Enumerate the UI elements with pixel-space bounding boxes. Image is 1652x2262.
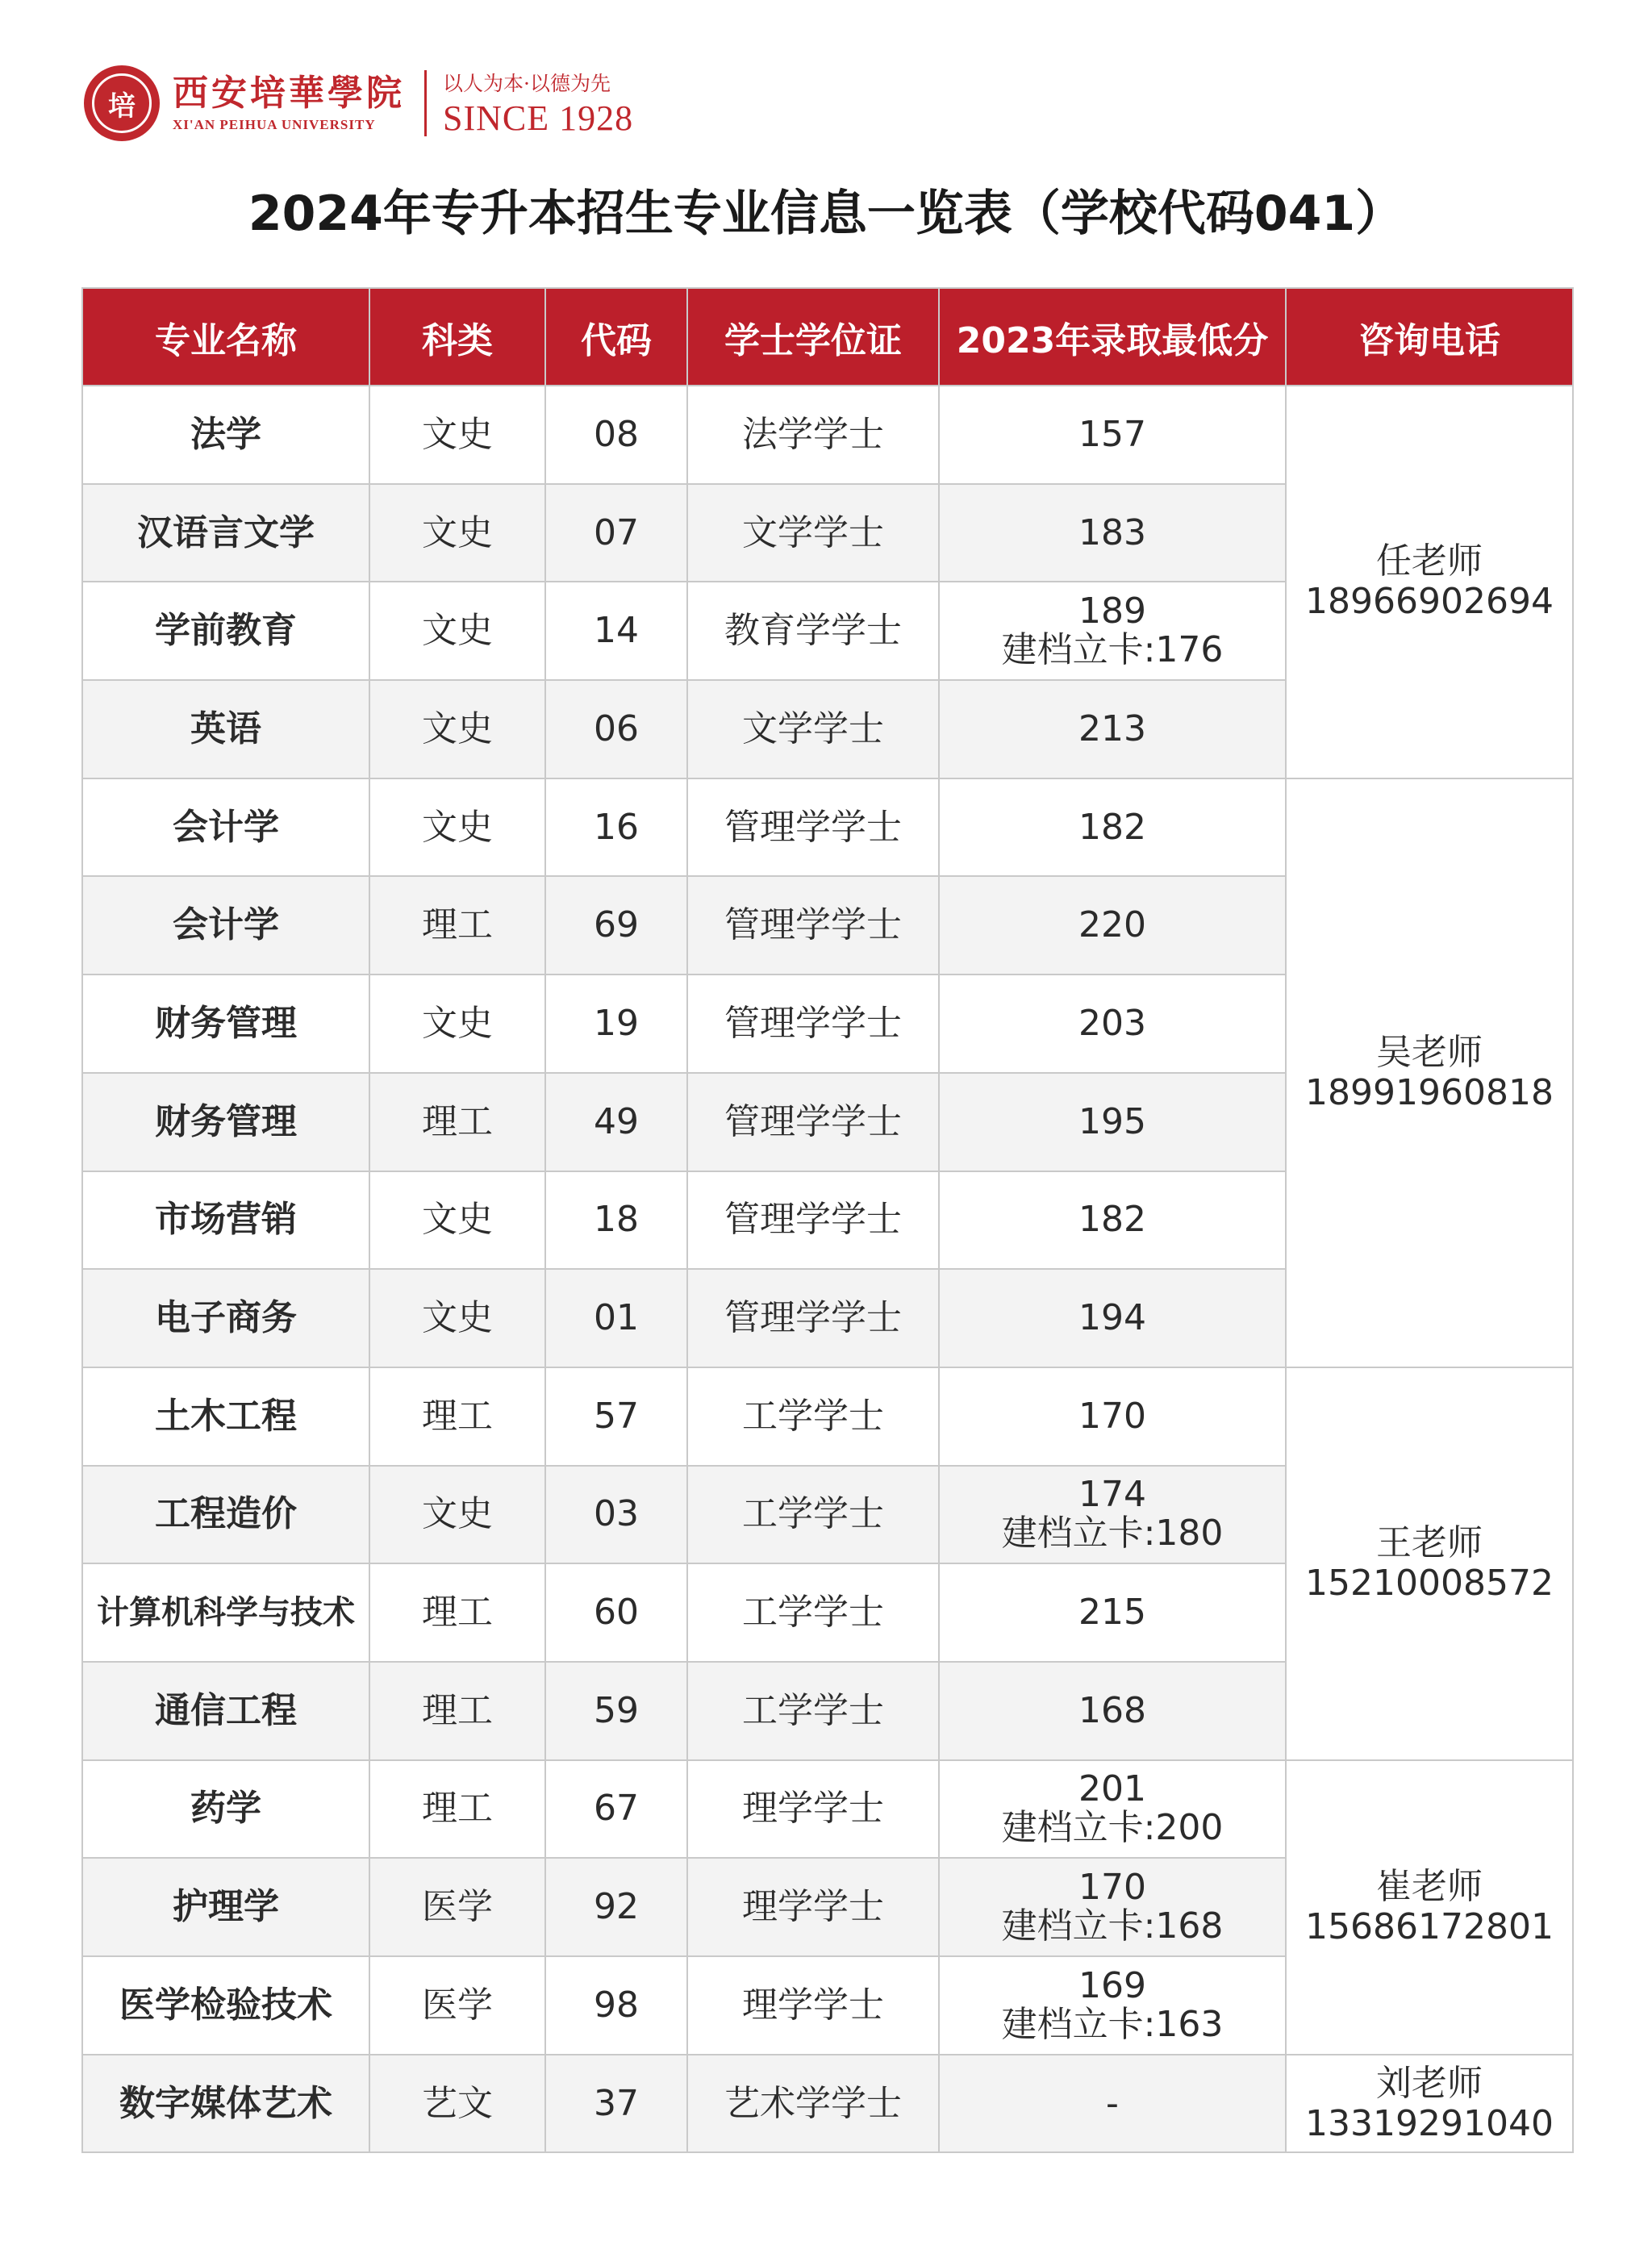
- school-motto: 以人为本·以德为先: [443, 72, 611, 95]
- contact-cell: [1286, 386, 1573, 778]
- category-cell: 文史: [369, 386, 545, 484]
- code-cell: 37: [545, 2055, 687, 2153]
- degree-cell: 工学学士: [687, 1563, 939, 1662]
- major-name-cell: 英语: [82, 680, 369, 778]
- min-score-value: 194: [1078, 1297, 1146, 1339]
- code-cell: 98: [545, 1956, 687, 2055]
- contact-phone[interactable]: 15210008572: [1305, 1563, 1554, 1605]
- major-name-cell: 财务管理: [82, 974, 369, 1073]
- min-score-cell: [939, 1367, 1286, 1466]
- code-cell: 06: [545, 680, 687, 778]
- major-name-cell: 医学检验技术: [82, 1956, 369, 2055]
- column-header-contact: 咨询电话: [1286, 288, 1573, 386]
- category-cell: 文史: [369, 680, 545, 778]
- min-score-value: 182: [1078, 1199, 1146, 1241]
- header-divider: [424, 70, 427, 136]
- code-cell: 18: [545, 1171, 687, 1270]
- min-score-value: 170: [1078, 1395, 1146, 1437]
- school-seal-icon: [84, 65, 160, 141]
- contact-cell: [1286, 2055, 1573, 2153]
- category-cell: 文史: [369, 974, 545, 1073]
- degree-cell: 工学学士: [687, 1367, 939, 1466]
- min-score-cell: [939, 386, 1286, 484]
- category-cell: 理工: [369, 1073, 545, 1171]
- contact-teacher: 吴老师: [1376, 1031, 1483, 1073]
- category-cell: 文史: [369, 1269, 545, 1367]
- category-cell: 艺文: [369, 2055, 545, 2153]
- major-name-cell: 工程造价: [82, 1466, 369, 1564]
- category-cell: 理工: [369, 1563, 545, 1662]
- major-name-cell: 会计学: [82, 778, 369, 877]
- code-cell: 67: [545, 1760, 687, 1859]
- min-score-value: 170: [1078, 1867, 1146, 1909]
- degree-cell: 理学学士: [687, 1760, 939, 1859]
- code-cell: 49: [545, 1073, 687, 1171]
- contact-phone[interactable]: 15686172801: [1305, 1906, 1554, 1948]
- degree-cell: 理学学士: [687, 1956, 939, 2055]
- degree-cell: 管理学学士: [687, 1269, 939, 1367]
- category-cell: 医学: [369, 1956, 545, 2055]
- table-row: [82, 386, 1573, 484]
- category-cell: 医学: [369, 1858, 545, 1956]
- min-score-note: 建档立卡:180: [1001, 1513, 1224, 1555]
- min-score-note: 建档立卡:163: [1001, 2003, 1224, 2045]
- degree-cell: 工学学士: [687, 1662, 939, 1760]
- min-score-cell: [939, 1956, 1286, 2055]
- degree-cell: 管理学学士: [687, 974, 939, 1073]
- major-name-cell: 计算机科学与技术: [82, 1563, 369, 1662]
- major-name-cell: 药学: [82, 1760, 369, 1859]
- category-cell: 理工: [369, 1760, 545, 1859]
- major-name-cell: 土木工程: [82, 1367, 369, 1466]
- table-header-row: [82, 288, 1573, 386]
- code-cell: 69: [545, 876, 687, 974]
- min-score-cell: [939, 680, 1286, 778]
- contact-phone[interactable]: 18966902694: [1305, 581, 1554, 623]
- min-score-cell: [939, 1662, 1286, 1760]
- major-name-cell: 电子商务: [82, 1269, 369, 1367]
- category-cell: 文史: [369, 1466, 545, 1564]
- motto-block: [443, 69, 633, 138]
- category-cell: 文史: [369, 582, 545, 680]
- contact-teacher: 崔老师: [1376, 1866, 1483, 1908]
- major-name-cell: 汉语言文学: [82, 484, 369, 582]
- min-score-value: -: [1106, 2082, 1119, 2124]
- category-cell: 文史: [369, 1171, 545, 1270]
- category-cell: 理工: [369, 876, 545, 974]
- table-row: [82, 1367, 1573, 1466]
- category-cell: 文史: [369, 484, 545, 582]
- contact-cell: [1286, 778, 1573, 1367]
- min-score-value: 183: [1078, 511, 1146, 553]
- since-year: SINCE 1928: [443, 98, 634, 138]
- code-cell: 57: [545, 1367, 687, 1466]
- min-score-cell: [939, 2055, 1286, 2153]
- code-cell: 60: [545, 1563, 687, 1662]
- min-score-note: 建档立卡:168: [1001, 1905, 1224, 1947]
- table-row: [82, 2055, 1573, 2153]
- min-score-value: 182: [1078, 806, 1146, 848]
- column-header-major: 专业名称: [82, 288, 369, 386]
- major-name-cell: 会计学: [82, 876, 369, 974]
- min-score-value: 203: [1078, 1002, 1146, 1044]
- degree-cell: 管理学学士: [687, 1171, 939, 1270]
- contact-phone[interactable]: 13319291040: [1305, 2102, 1554, 2144]
- degree-cell: 文学学士: [687, 680, 939, 778]
- category-cell: 理工: [369, 1367, 545, 1466]
- min-score-cell: [939, 1466, 1286, 1564]
- min-score-value: 174: [1078, 1474, 1146, 1516]
- min-score-value: 157: [1078, 413, 1146, 455]
- min-score-cell: [939, 582, 1286, 680]
- min-score-cell: [939, 1563, 1286, 1662]
- min-score-cell: [939, 1760, 1286, 1859]
- min-score-cell: [939, 876, 1286, 974]
- code-cell: 59: [545, 1662, 687, 1760]
- code-cell: 08: [545, 386, 687, 484]
- min-score-value: 220: [1078, 904, 1146, 946]
- major-name-cell: 护理学: [82, 1858, 369, 1956]
- major-name-cell: 数字媒体艺术: [82, 2055, 369, 2153]
- column-header-category: 科类: [369, 288, 545, 386]
- min-score-value: 195: [1078, 1100, 1146, 1142]
- contact-cell: [1286, 1760, 1573, 2055]
- min-score-cell: [939, 1073, 1286, 1171]
- contact-teacher: 刘老师: [1376, 2062, 1483, 2104]
- school-name-cn: 西安培華學院: [173, 73, 405, 114]
- seal-glyph: 培: [108, 90, 136, 123]
- category-cell: 文史: [369, 778, 545, 877]
- min-score-cell: [939, 1269, 1286, 1367]
- major-name-cell: 通信工程: [82, 1662, 369, 1760]
- code-cell: 01: [545, 1269, 687, 1367]
- code-cell: 92: [545, 1858, 687, 1956]
- school-header: [84, 63, 633, 144]
- table-body: [82, 386, 1573, 2152]
- major-name-cell: 财务管理: [82, 1073, 369, 1171]
- min-score-value: 213: [1078, 707, 1146, 749]
- school-name-en: XI'AN PEIHUA UNIVERSITY: [173, 117, 376, 132]
- degree-cell: 法学学士: [687, 386, 939, 484]
- min-score-value: 168: [1078, 1689, 1146, 1731]
- table-row: [82, 1760, 1573, 1859]
- table-row: [82, 778, 1573, 877]
- degree-cell: 管理学学士: [687, 1073, 939, 1171]
- contact-teacher: 任老师: [1376, 540, 1483, 582]
- min-score-value: 169: [1078, 1964, 1146, 2006]
- min-score-cell: [939, 974, 1286, 1073]
- degree-cell: 文学学士: [687, 484, 939, 582]
- contact-teacher: 王老师: [1376, 1522, 1483, 1564]
- column-header-degree: 学士学位证: [687, 288, 939, 386]
- degree-cell: 管理学学士: [687, 876, 939, 974]
- min-score-value: 201: [1078, 1768, 1146, 1810]
- degree-cell: 艺术学学士: [687, 2055, 939, 2153]
- min-score-cell: [939, 1858, 1286, 1956]
- degree-cell: 管理学学士: [687, 778, 939, 877]
- code-cell: 14: [545, 582, 687, 680]
- code-cell: 16: [545, 778, 687, 877]
- column-header-code: 代码: [545, 288, 687, 386]
- min-score-note: 建档立卡:176: [1001, 629, 1224, 671]
- major-name-cell: 市场营销: [82, 1171, 369, 1270]
- min-score-cell: [939, 778, 1286, 877]
- major-name-cell: 学前教育: [82, 582, 369, 680]
- code-cell: 03: [545, 1466, 687, 1564]
- min-score-note: 建档立卡:200: [1001, 1807, 1224, 1849]
- degree-cell: 工学学士: [687, 1466, 939, 1564]
- min-score-cell: [939, 484, 1286, 582]
- min-score-cell: [939, 1171, 1286, 1270]
- major-info-table: [81, 287, 1574, 2153]
- major-name-cell: 法学: [82, 386, 369, 484]
- min-score-value: 189: [1078, 591, 1146, 632]
- code-cell: 19: [545, 974, 687, 1073]
- page-title: 2024年专升本招生专业信息一览表（学校代码041）: [248, 186, 1404, 242]
- degree-cell: 理学学士: [687, 1858, 939, 1956]
- contact-phone[interactable]: 18991960818: [1305, 1071, 1554, 1113]
- degree-cell: 教育学学士: [687, 582, 939, 680]
- min-score-value: 215: [1078, 1592, 1146, 1634]
- code-cell: 07: [545, 484, 687, 582]
- school-name-block: [173, 72, 405, 135]
- contact-cell: [1286, 1367, 1573, 1760]
- category-cell: 理工: [369, 1662, 545, 1760]
- column-header-min-score: 2023年录取最低分: [939, 288, 1286, 386]
